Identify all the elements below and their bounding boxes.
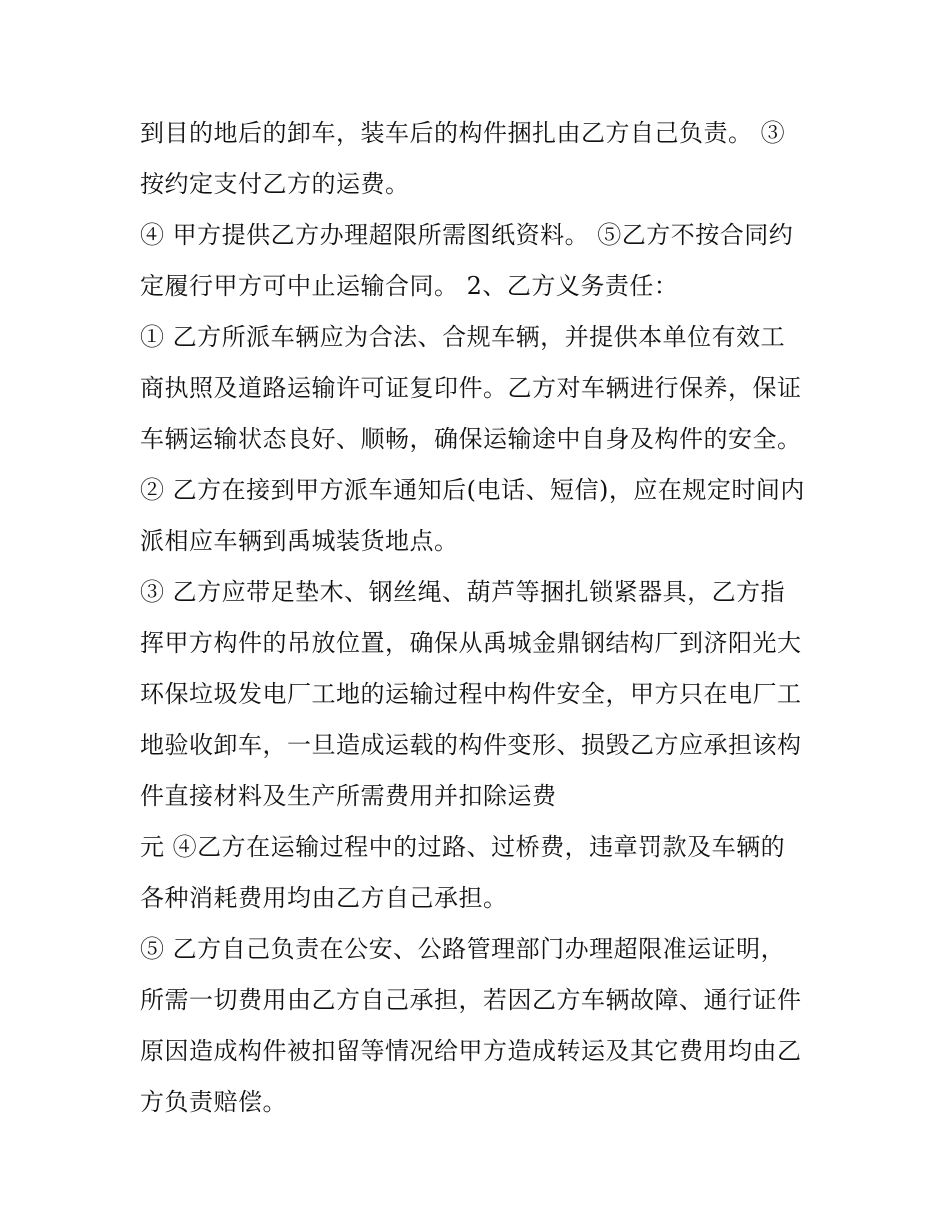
text-line: 所需一切费用由乙方自己承担，若因乙方车辆故障、通行证件 <box>140 986 802 1014</box>
text-line: ① 乙方所派车辆应为合法、合规车辆，并提供本单位有效工 <box>140 323 786 351</box>
text-line: 环保垃圾发电厂工地的运输过程中构件安全，甲方只在电厂工 <box>140 680 802 708</box>
document-body <box>140 108 820 1128</box>
text-line: 商执照及道路运输许可证复印件。乙方对车辆进行保养，保证 <box>140 374 802 402</box>
text-line: 各种消耗费用均由乙方自己承担。 <box>140 884 508 912</box>
text-line: 到目的地后的卸车，装车后的构件捆扎由乙方自己负责。 ③ <box>140 119 786 147</box>
text-line: 件直接材料及生产所需费用并扣除运费 <box>140 782 557 810</box>
text-line: 挥甲方构件的吊放位置，确保从禹城金鼎钢结构厂到济阳光大 <box>140 629 802 657</box>
text-line: 按约定支付乙方的运费。 <box>140 170 410 198</box>
text-line: ⑤ 乙方自己负责在公安、公路管理部门办理超限准运证明， <box>140 935 786 963</box>
text-line: ② 乙方在接到甲方派车通知后(电话、短信)，应在规定时间内 <box>140 476 805 504</box>
text-line: ③ 乙方应带足垫木、钢丝绳、葫芦等捆扎锁紧器具，乙方指 <box>140 578 786 606</box>
text-line: 原因造成构件被扣留等情况给甲方造成转运及其它费用均由乙 <box>140 1037 802 1065</box>
text-line: 方负责赔偿。 <box>140 1088 287 1116</box>
text-line: 车辆运输状态良好、顺畅，确保运输途中自身及构件的安全。 <box>140 425 802 453</box>
text-line: 元 ④乙方在运输过程中的过路、过桥费，违章罚款及车辆的 <box>140 833 786 861</box>
text-line: 派相应车辆到禹城装货地点。 <box>140 527 459 555</box>
text-line: 定履行甲方可中止运输合同。 2、乙方义务责任： <box>140 272 679 300</box>
text-line: 地验收卸车，一旦造成运载的构件变形、损毁乙方应承担该构 <box>140 731 802 759</box>
text-line: ④ 甲方提供乙方办理超限所需图纸资料。 ⑤乙方不按合同约 <box>140 221 794 249</box>
